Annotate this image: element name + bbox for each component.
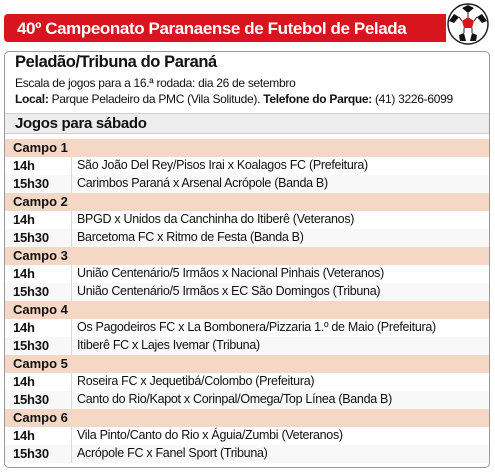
game-time: 15h30 [13,284,49,299]
game-time: 15h30 [13,230,49,245]
game-match: Acrópole FC x Fanel Sport (Tribuna) [77,446,268,460]
field-header [5,247,489,265]
field-label: Campo 3 [13,248,68,263]
game-row [5,391,489,409]
local-value: Parque Peladeiro da PMC (Vila Solitude). [48,92,264,106]
field-label: Campo 2 [13,194,68,209]
game-row [5,229,489,247]
schedule-subtitle: Peladão/Tribuna do Paraná [15,53,217,71]
game-match: Carimbos Paraná x Arsenal Acrópole (Banda B) [77,176,328,190]
game-match: Canto do Rio/Kapot x Corinpal/Omega/Top Línea (Banda B) [77,392,392,406]
games-list [5,139,489,463]
game-time: 14h [13,428,35,443]
game-time: 15h30 [13,392,49,407]
game-time: 14h [13,374,35,389]
game-match: São João Del Rey/Pisos Irai x Koalagos FC (Prefeitura) [77,158,368,172]
location-line [15,92,453,106]
game-time: 14h [13,266,35,281]
game-row [5,175,489,193]
game-row [5,427,489,445]
game-match: União Centenário/5 Irmãos x Nacional Pinhais (Veteranos) [77,266,384,280]
game-time: 15h30 [13,176,49,191]
game-row [5,319,489,337]
field-label: Campo 5 [13,356,68,371]
field-header [5,355,489,373]
title-banner [4,14,446,42]
field-label: Campo 6 [13,410,68,425]
game-row [5,373,489,391]
schedule-line: Escala de jogos para a 16.ª rodada: dia 26 de setembro [15,76,296,90]
game-row [5,445,489,463]
game-match: Itiberê FC x Lajes Ivemar (Tribuna) [77,338,260,352]
game-time: 14h [13,320,35,335]
game-row [5,337,489,355]
field-header [5,301,489,319]
field-label: Campo 1 [13,140,68,155]
phone-value: (41) 3226-6099 [371,92,453,106]
game-match: Roseira FC x Jequetibá/Colombo (Prefeitura) [77,374,315,388]
game-row [5,283,489,301]
game-row [5,211,489,229]
section-header [5,113,489,134]
section-title: Jogos para sábado [15,115,147,132]
game-match: Barcetoma FC x Ritmo de Festa (Banda B) [77,230,304,244]
local-label: Local: [15,92,49,106]
phone-label: Telefone do Parque: [263,92,372,106]
page-title: 40º Campeonato Paranaense de Futebol de Pelada [17,19,407,38]
game-match: Os Pagodeiros FC x La Bombonera/Pizzaria 1.º de Maio (Prefeitura) [77,320,436,334]
game-time: 14h [13,158,35,173]
game-match: BPGD x Unidos da Canchinha do Itiberê (Veteranos) [77,212,355,226]
game-time: 15h30 [13,338,49,353]
game-match: União Centenário/5 Irmãos x EC São Domingos (Tribuna) [77,284,381,298]
field-header [5,139,489,157]
game-time: 14h [13,212,35,227]
schedule-card [4,51,490,468]
game-row [5,157,489,175]
field-label: Campo 4 [13,302,68,317]
game-match: Vila Pinto/Canto do Rio x Águia/Zumbi (Veteranos) [77,428,343,442]
field-header [5,193,489,211]
soccer-ball-icon [446,2,490,46]
field-header [5,409,489,427]
game-row [5,265,489,283]
game-time: 15h30 [13,446,49,461]
